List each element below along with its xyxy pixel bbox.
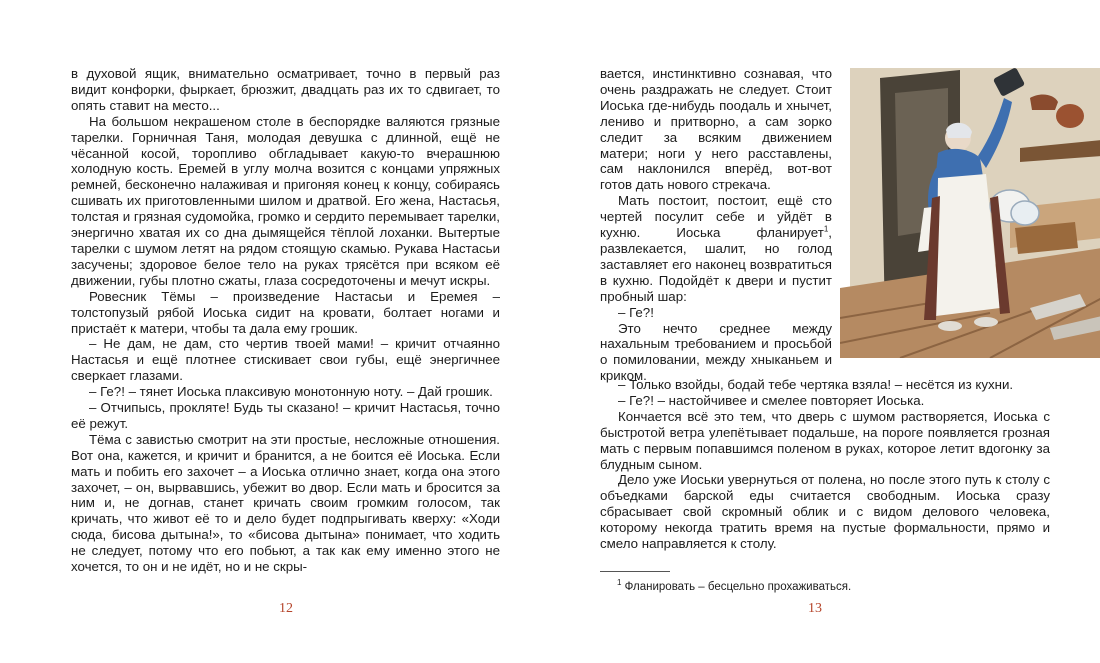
paragraph: – Ге?! [618, 304, 654, 320]
paragraph: – Ге?! – настойчивее и смелее повторяет Иоська. [618, 392, 925, 408]
woman-in-kitchen-illustration [840, 58, 1100, 358]
paragraph: – Отчипысь, проклятe! Будь ты сказано! – кричит Настасья, точно её режут. [71, 400, 500, 431]
paragraph: Мать постоит, постоит, ещё сто чертей посулит себе и уйдёт в кухню. Иоська фланирует$^1$, развлекается, шалит, но голод заставляет его наконец возвратиться в кухню. Подойдёт к двери и пустит пробный шар: [600, 193, 832, 304]
paragraph: в духовой ящик, внимательно осматривает, точно в первый раз видит конфорки, фыркает, брюзжит, двадцать раз их то сдвигает, то опять ставит на место... [71, 66, 500, 113]
paragraph-text: развлекается, шалит, но голод заставляет его наконец возвратиться в кухню. Подойдёт к двери и пустит пробный шар: [600, 240, 832, 304]
paragraph: – Не дам, не дам, сто чертив твоей мами! – кричит отчаянно Настасья и ещё плотнее стискивает свои губы, ещё энергичнее сверкает глазами. [71, 336, 500, 384]
paragraph: вается, инстинктивно сознавая, что очень раздражать не следует. Стоит Иоська где-нибудь поодаль и хнычет, лениво и притворно, а сам зорко следит за всяким движением матери; ноги у него расставлены, сам наклонился вперёд, вот-вот готов дать нового стрекача. [600, 66, 832, 193]
footnote-number: 1 [617, 578, 622, 587]
paragraph: Кончается всё это тем, что дверь с шумом растворяется, Иоська с быстротой ветра улепётывает подальше, на пороге появляется грозная мать с первым попавшимся поленом в руках, которое летит вдогонку за блудным сыном. [600, 408, 1050, 472]
paragraph-text: Мать постоит, постоит, ещё сто чертей посулит себе и уйдёт в кухню. Иоська фланирует [600, 193, 832, 241]
paragraph: Ровесник Тёмы – произведение Настасьи и Еремея – толстопузый рябой Иоська сидит на кровати, болтает ногами и пристаёт к матери, чтобы та дала ему грошик. [71, 288, 500, 336]
paragraph: Тёма с завистью смотрит на эти простые, несложные отношения. Вот она, кажется, и кричит и бранится, а не боится её Иоська. Если мать и побить его захочет – а Иоська отлично знает, когда она этого захочет, – он, вырвавшись, убежит во двор. Если мать и бросится за ним и, не догнав, станет кричать своим громким голосом, так кричать, что живот её то и дело будет подпрыгивать кверху: «Ходи сюда, бисова дытына!», то «бисова дытына» понимает, что ходить не следует, потому что его побьют, а так как ему именно этого не хочется, то он и не идёт, но и не скры- [71, 431, 500, 575]
paragraph: – Ге?! – тянет Иоська плаксивую монотонную ноту. – Дай грошик. [89, 384, 493, 400]
left-page-text [71, 66, 500, 575]
footnote-marker: 1 [823, 224, 829, 234]
page-number: 13 [808, 601, 822, 616]
paragraph: Это нечто среднее между нахальным требованием и просьбой о помиловании, между хныканьем и криком. [600, 320, 832, 384]
paragraph: – Только взойды, бодай тебе чертяка взяла! – несётся из кухни. [618, 377, 1014, 392]
paragraph: Дело уже Иоськи увернуться от полена, но после этого путь к столу с объедками барской еды считается свободным. Иоська сразу сбрасывает свой скромный облик и с видом делового человека, которому некогда тратить время на пустые формальности, прямо и смело направляется к столу. [600, 472, 1050, 552]
page-number: 12 [279, 601, 293, 616]
right-page-wide-text [600, 377, 1050, 552]
footnote-divider [600, 571, 670, 572]
right-page-narrow-text [600, 66, 832, 384]
footnote [617, 576, 1037, 594]
paragraph: На большом некрашеном столе в беспорядке валяются грязные тарелки. Горничная Таня, молодая девушка с длинной, ещё не чёсанной косой, торопливо обгладывает какую-то вчерашнюю холодную кость. Еремей в углу молча возится с концами упряжных ремней, бесконечно налаживая и пригоняя конец к концу, собираясь сшивать их приготовленными шилом и дратвой. Его жена, Настасья, толстая и грязная судомойка, громко и сердито перемывает тарелки, энергично хватая их со дна дымящейся тёплой лоханки. Вытертые тарелки с шумом летят на рядом стоящую скамью. Рукава Настасьи засучены; здоровое белое тело на руках трясётся при всяком её движении, губы плотно сжаты, глаза сосредоточены и мечут искры. [71, 113, 500, 288]
footnote-text: Фланировать – бесцельно прохаживаться. [624, 580, 852, 593]
right-page [550, 0, 1100, 663]
